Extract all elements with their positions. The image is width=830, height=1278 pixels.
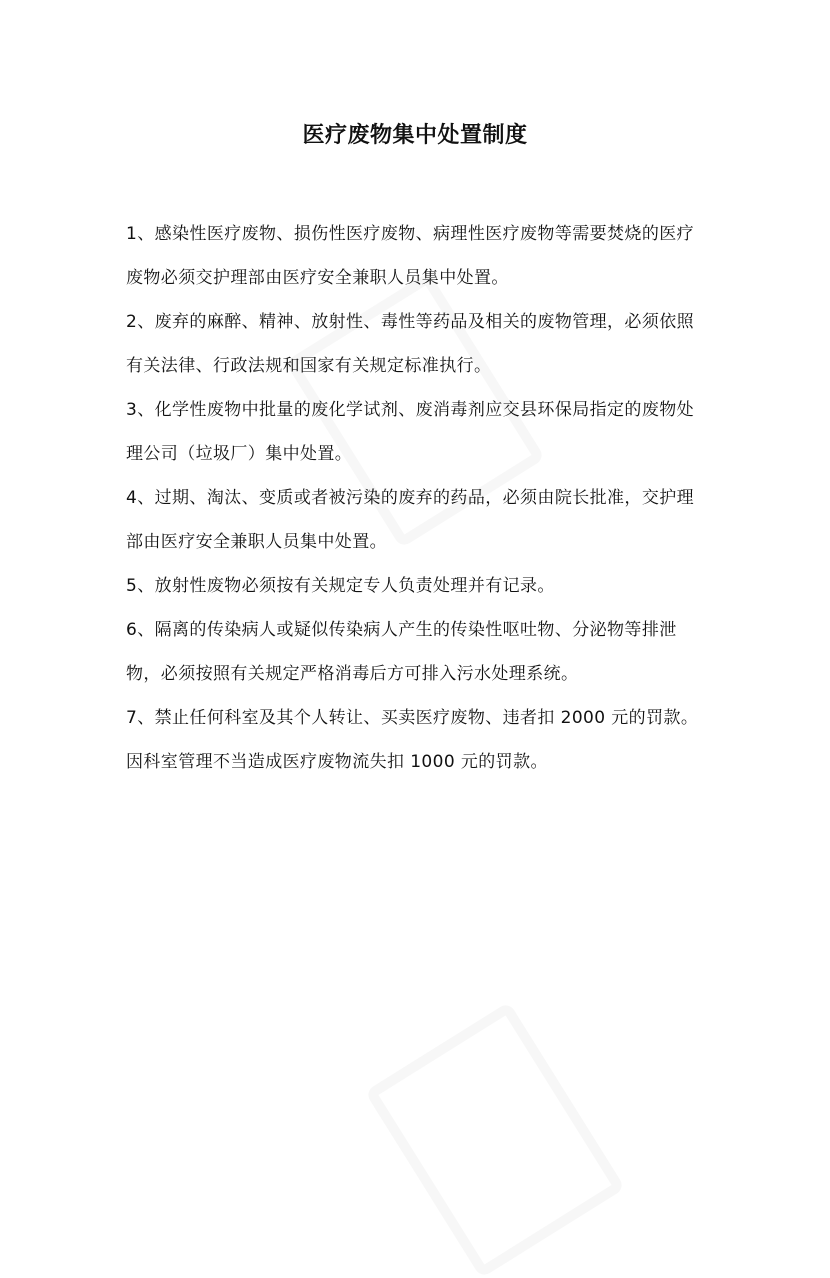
rule-item-3: 3、化学性废物中批量的废化学试剂、废消毒剂应交县环保局指定的废物处理公司（垃圾厂）集中处置。 [126,400,695,464]
document-title: 医疗废物集中处置制度 [302,123,528,148]
rule-item-7: 7、禁止任何科室及其个人转让、买卖医疗废物、违者扣 2000 元的罚款。因科室管理不当造成医疗废物流失扣 1000 元的罚款。 [126,708,699,772]
rule-item-2: 2、废弃的麻醉、精神、放射性、毒性等药品及相关的废物管理，必须依照有关法律、行政法规和国家有关规定标准执行。 [126,312,695,376]
rule-item-1: 1、感染性医疗废物、损伤性医疗废物、病理性医疗废物等需要焚烧的医疗废物必须交护理部由医疗安全兼职人员集中处置。 [126,224,695,288]
rule-item-5: 5、放射性废物必须按有关规定专人负责处理并有记录。 [126,576,555,596]
rule-item-4: 4、过期、淘汰、变质或者被污染的废弃的药品，必须由院长批准，交护理部由医疗安全兼职人员集中处置。 [126,488,695,552]
rule-item-6: 6、隔离的传染病人或疑似传染病人产生的传染性呕吐物、分泌物等排泄物，必须按照有关规定严格消毒后方可排入污水处理系统。 [126,620,677,684]
document-body [126,212,710,784]
watermark [365,1002,626,1278]
